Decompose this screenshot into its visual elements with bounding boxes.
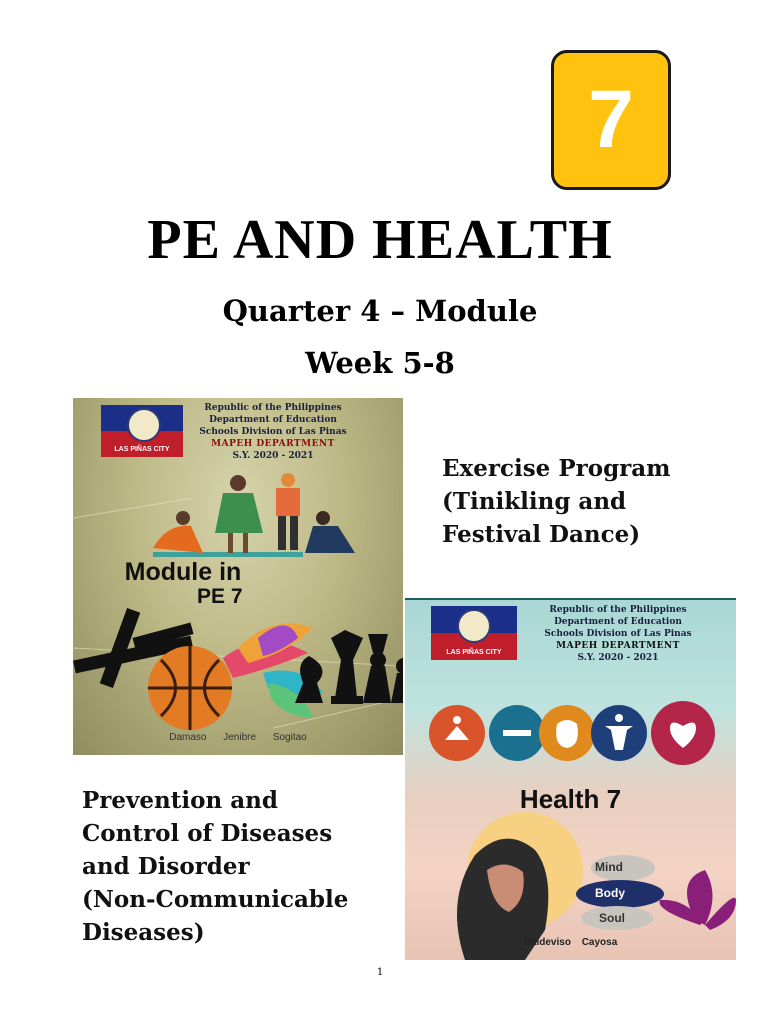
topic-line: Festival Dance)	[442, 521, 641, 548]
health-topic-text	[82, 784, 348, 949]
health-cover-illustration	[405, 600, 736, 960]
pe-topic-text	[442, 452, 671, 551]
sleep-icon	[503, 730, 531, 736]
pe-module-label: Module in	[124, 558, 242, 586]
health-module-cover	[405, 598, 736, 960]
dancers-icon	[153, 473, 355, 553]
header-line: Republic of the Philippines	[549, 605, 687, 615]
topic-line: Control of Diseases	[82, 820, 333, 847]
header-line: Republic of the Philippines	[204, 403, 342, 413]
page-number: 1	[376, 967, 384, 978]
health-authors: Baldeviso Cayosa	[523, 937, 618, 948]
wellness-icons	[429, 701, 715, 765]
topic-line: (Tinikling and	[442, 488, 627, 515]
health-module-label: Health 7	[519, 784, 622, 814]
lotus-icon	[660, 870, 737, 930]
header-line: S.Y. 2020 - 2021	[577, 653, 659, 663]
stone-label-mind: Mind	[595, 860, 623, 874]
stone-label-soul: Soul	[599, 911, 625, 925]
topic-line: (Non-Communicable	[82, 886, 349, 913]
week-subtitle: Week 5-8	[305, 346, 455, 380]
pe-authors: Damaso Jenibre Sogitao	[169, 732, 307, 743]
chess-pieces-icon	[295, 630, 403, 704]
header-line: Department of Education	[209, 415, 337, 425]
header-line: S.Y. 2020 - 2021	[232, 451, 314, 461]
header-line: Schools Division of Las Pinas	[199, 427, 347, 437]
topic-line: and Disorder	[82, 853, 250, 880]
apple-icon	[556, 720, 578, 748]
stone-label-body: Body	[595, 886, 625, 900]
quarter-subtitle: Quarter 4 – Module	[222, 294, 538, 328]
topic-line: Diseases)	[82, 919, 205, 946]
page-title: PE AND HEALTH	[147, 209, 613, 271]
topic-line: Exercise Program	[442, 455, 671, 482]
pe-subject-label: PE 7	[197, 585, 243, 608]
header-line: MAPEH DEPARTMENT	[556, 641, 680, 651]
header-line: MAPEH DEPARTMENT	[211, 439, 335, 449]
exercise-icon	[615, 714, 623, 722]
yoga-icon	[453, 716, 461, 724]
header-line: Schools Division of Las Pinas	[544, 629, 692, 639]
basketball-icon	[148, 646, 232, 730]
seal-label: LAS PIÑAS CITY	[114, 446, 170, 453]
topic-line: Prevention and	[82, 787, 278, 814]
seal-label: LAS PIÑAS CITY	[446, 649, 502, 656]
header-line: Department of Education	[554, 617, 682, 627]
grade-badge: 7	[551, 50, 671, 190]
